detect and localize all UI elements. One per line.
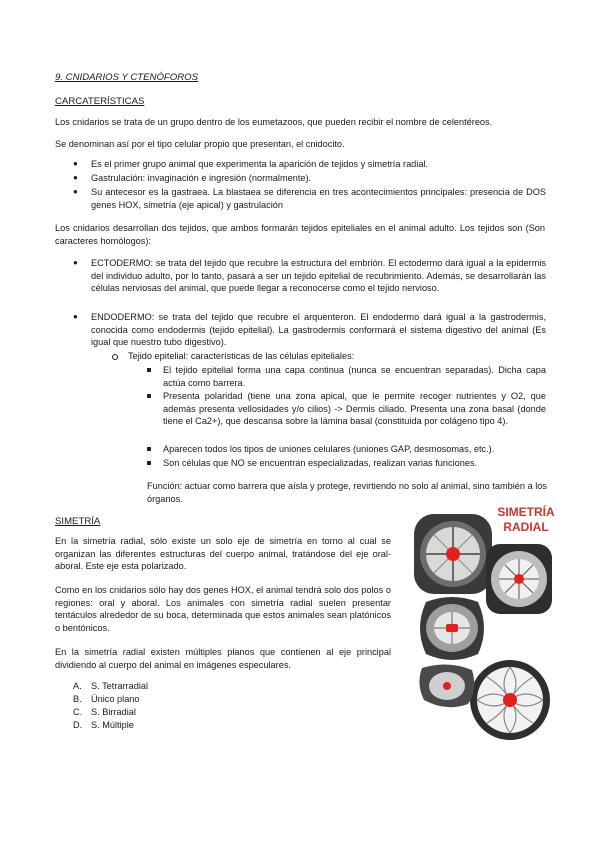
epitelial-item: Aparecen todos los tipos de uniones celulares (uniones GAP, desmosomas, etc.). (163, 444, 495, 454)
paragraph-intro: Los cnidarios se trata de un grupo dentro de los eumetazoos, que pueden recibir el nombre de celentéreos. (55, 117, 493, 127)
symmetry-paragraph-3: En la simetría radial existen múltiples planos que contienen al eje principal dividiendo al cuerpo del animal en imágenes especulares. (55, 647, 391, 670)
bullet-dot: ● (73, 173, 78, 182)
paragraph-cnidocito: Se denominan así por el tipo celular propio que presentan, el cnidocito. (55, 139, 345, 149)
square-bullet (147, 447, 151, 451)
symmetry-paragraph-1: En la simetría radial, sólo existe un solo eje de simetría en torno al cual se organizan las diferentes estructuras del cuerpo animal, tratándose del eje oral-aboral. Este eje esta polarizado. (55, 536, 391, 572)
epitelial-item: Presenta polaridad (tiene una zona apical, que le permite recoger nutrientes y O2, que además presenta vellosidades y/o cilios) -> Dermis ciliado. Presenta una zona basal (donde tiene el Ca2+), que descansa sobre la lámina basal (constituida por colágeno tipo 4). (163, 391, 546, 427)
characteristics-heading: CARCATERÍSTICAS (55, 96, 145, 107)
option-text: S. Tetrarradial (91, 681, 149, 691)
bullet-dot: ● (73, 187, 78, 196)
option-text: Único plano (91, 694, 140, 704)
epitelial-item: Son células que NO se encuentran especializadas, realizan varias funciones. (163, 458, 478, 468)
option-letter: D. (73, 720, 83, 730)
radial-symmetry-figure (406, 500, 554, 750)
option-text: S. Múltiple (91, 720, 134, 730)
square-bullet (147, 394, 151, 398)
bullet-dot: ● (73, 258, 78, 267)
list-item: Gastrulación: invaginación e ingresión (normalmente). (91, 173, 312, 183)
option-letter: A. (73, 681, 82, 691)
paragraph-tejidos: Los cnidarios desarrollan dos tejidos, que ambos formarán tejidos epiteliales en el animal adulto. Los tejidos son (Son caracteres homólogos): (55, 223, 545, 246)
biradial-organism (420, 597, 484, 660)
endodermo-item: ENDODERMO: se trata del tejido que recubre el arquenteron. El endodermo dará igual a la gastrodermis, conocida como endodermis (tejido epitelial). La gastrodermis conformará el sistema digestivo del animal (Es igual que nuestro tubo digestivo). (91, 312, 546, 348)
epitelial-label: Tejido epitelial: características de las células epiteliales: (128, 351, 355, 361)
bullet-dot: ● (73, 159, 78, 168)
square-bullet (147, 461, 151, 465)
funcion-text: Función: actuar como barrera que aísla y protege, revirtiendo no solo al animal, sino también a los órganos. (147, 481, 547, 504)
radial-symmetry-illustration (406, 500, 554, 750)
option-text: S. Birradial (91, 707, 136, 717)
bullet-dot: ● (73, 312, 78, 321)
epitelial-item: El tejido epitelial forma una capa continua (nunca se encuentran separadas). Dicha capa actúa como barrera. (163, 365, 546, 388)
list-item: Es el primer grupo animal que experimenta la aparición de tejidos y simetría radial. (91, 159, 429, 169)
option-letter: C. (73, 707, 83, 717)
square-bullet (147, 368, 151, 372)
option-letter: B. (73, 694, 82, 704)
ectodermo-item: ECTODERMO: se trata del tejido que recubre la estructura del embrión. El ectodermo dará igual a la epidermis del individuo adulto, por lo tanto, pasará a ser un tejido epitelial de recubrimiento. Además, se desarrollarán las células nerviosas del animal, que puede llegar a reconocerse como el tejido nervioso. (91, 258, 546, 294)
hollow-bullet (112, 354, 118, 360)
figure-title-line2: RADIAL (503, 520, 549, 534)
list-item: Su antecesor es la gastraea. La blastaea se diferencia en tres acontecimientos principales: presencia de DOS genes HOX, simetría (eje apical) y gastrulación (91, 187, 546, 210)
tetraradial-organism (414, 514, 492, 594)
figure-title-line1: SIMETRÍA (497, 505, 554, 519)
small-organism-shape (419, 664, 474, 707)
multiple-symmetry-organism (470, 660, 550, 740)
single-plane-organism (486, 544, 552, 614)
symmetry-paragraph-2: Como en los cnidarios sólo hay dos genes HOX, el animal tendrá solo dos polos o regiones: oral y aboral. Los animales con simetría radial suelen presentar tentáculos alrededor de su boca, determinada que estos animales sean platónicos o bentónicos. (55, 585, 391, 633)
symmetry-heading: SIMETRÍA (55, 516, 101, 527)
section-title: 9. CNIDARIOS Y CTENÓFOROS (55, 72, 199, 83)
